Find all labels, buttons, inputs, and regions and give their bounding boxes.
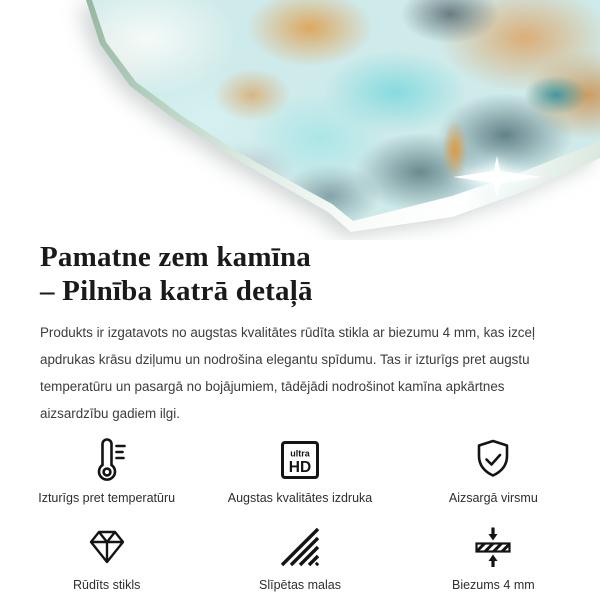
hero-image — [0, 0, 600, 240]
diamond-icon — [83, 521, 131, 573]
feature-label: Rūdīts stikls — [72, 578, 141, 592]
feature-label: Augstas kvalitātes izdruka — [227, 491, 373, 505]
feature-label: Izturīgs pret temperatūru — [38, 491, 176, 505]
feature-label: Slīpētas malas — [259, 578, 341, 592]
feature-polished-edges — [203, 521, 396, 592]
thermometer-icon — [83, 434, 131, 486]
shield-check-icon — [469, 434, 517, 486]
thickness-icon — [469, 521, 517, 573]
features-grid — [0, 434, 600, 592]
glass-panel — [0, 0, 600, 240]
feature-label: Biezums 4 mm — [451, 578, 535, 592]
svg-text:HD: HD — [288, 459, 312, 476]
svg-text:ultra: ultra — [290, 448, 310, 459]
beveled-edges-icon — [276, 521, 324, 573]
glass-art-print — [0, 0, 600, 240]
feature-print-quality — [203, 434, 396, 505]
feature-thickness — [397, 521, 590, 592]
title-line-1: Pamatne zem kamīna — [40, 241, 312, 273]
feature-label: Aizsargā virsmu — [448, 491, 538, 505]
feature-protects-surface — [397, 434, 590, 505]
title-line-2: – Pilnība katrā detaļā — [40, 275, 313, 307]
intro-paragraph: Produkts ir izgatavots no augstas kvalitātes rūdīta stikla ar biezumu 4 mm, kas izceļ apdrukas krāsu dziļumu un nodrošina elegantu spīdumu. Tas ir izturīgs pret augstu temperatūru un pasargā no bojājumiem, tādējādi nodrošinot kamīna apkārtnes aizsardzību gadiem ilgi. — [40, 325, 535, 421]
sparkle-icon — [452, 155, 542, 199]
page-title — [40, 240, 560, 308]
feature-temperature — [10, 434, 203, 505]
feature-tempered-glass — [10, 521, 203, 592]
ultra-hd-icon — [276, 434, 324, 486]
